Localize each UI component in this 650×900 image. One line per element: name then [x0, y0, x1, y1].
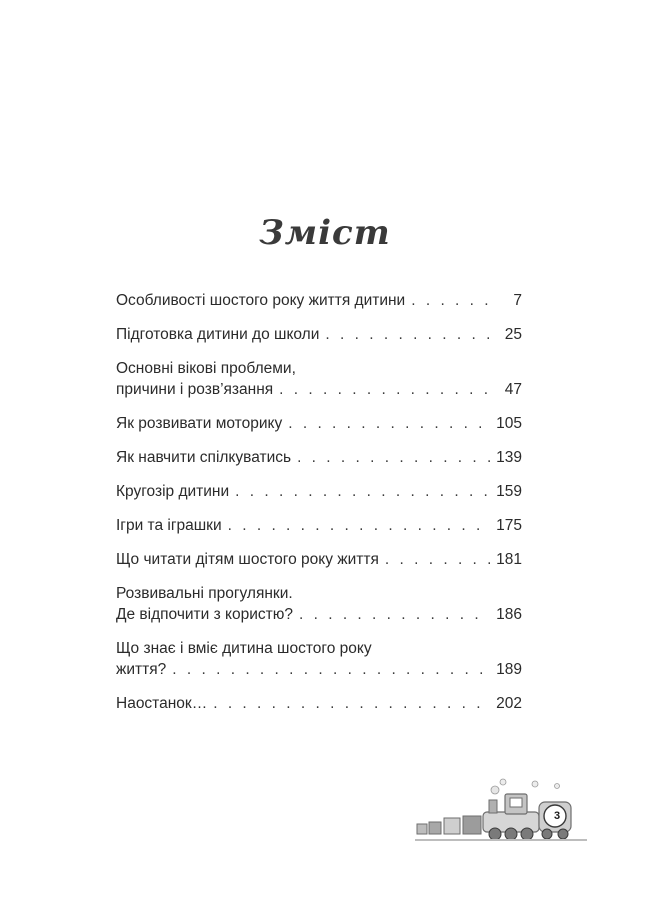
toc-entry-row	[116, 290, 522, 311]
dot-leader	[299, 604, 490, 625]
toc-entry	[116, 638, 522, 680]
toc-entry-row	[116, 549, 522, 570]
toc-entry-row	[116, 324, 522, 345]
toc-entry	[116, 693, 522, 714]
toc-entry-title: Особливості шостого року життя дитини	[116, 292, 406, 309]
toc-entry-title: життя?	[116, 661, 167, 678]
smoke-puff-2	[500, 779, 506, 785]
toc-entry-page-number: 181	[496, 551, 522, 568]
wheel-5	[558, 829, 568, 839]
block-medium-2	[463, 816, 481, 834]
toc-entry-row	[116, 413, 522, 434]
toc-entry-page-number: 175	[496, 517, 522, 534]
toc-entry-title: Кругозір дитини	[116, 483, 230, 500]
toc-entry-row	[116, 481, 522, 502]
toc-entry	[116, 413, 522, 434]
smoke-puff-3	[532, 781, 538, 787]
dot-leader	[297, 447, 490, 468]
dot-leader	[228, 515, 491, 536]
toc-entry-row	[116, 659, 522, 680]
wheel-4	[542, 829, 552, 839]
block-medium-1	[444, 818, 460, 834]
toc-entry-page-number: 139	[496, 449, 522, 466]
toc-entry-title-line: Основні вікові проблеми,	[116, 360, 296, 377]
toc-entry-page-number: 202	[496, 695, 522, 712]
toc-entry-page-number: 47	[504, 381, 522, 398]
toc-entry-page-number: 7	[513, 292, 522, 309]
dot-leader	[213, 693, 490, 714]
block-small-1	[417, 824, 427, 834]
toc-entry	[116, 324, 522, 345]
toc-entry-title: Де відпочити з користю?	[116, 606, 293, 623]
smoke-puff-1	[491, 786, 499, 794]
table-of-contents	[116, 290, 522, 727]
toc-entry-row	[116, 515, 522, 536]
toc-entry-row	[116, 447, 522, 468]
dot-leader	[385, 549, 490, 570]
toc-entry	[116, 515, 522, 536]
toc-entry-title: причини і розв’язання	[116, 381, 274, 398]
toc-entry-row	[116, 604, 522, 625]
wheel-2	[505, 828, 517, 840]
toc-entry-row	[116, 693, 522, 714]
chimney	[489, 800, 497, 813]
page-title: Зміст	[259, 212, 391, 253]
toc-entry-page-number: 189	[496, 661, 522, 678]
dot-leader	[288, 413, 490, 434]
toc-entry	[116, 549, 522, 570]
cabin-window	[510, 798, 522, 807]
toc-entry	[116, 358, 522, 400]
toc-entry-title: Як навчити спілкуватись	[116, 449, 292, 466]
toc-entry-title: Ігри та іграшки	[116, 517, 222, 534]
toc-entry-title-line: Розвивальні прогулянки.	[116, 585, 293, 602]
smoke-puff-4	[555, 784, 560, 789]
toc-entry-title: Наостанок…	[116, 695, 208, 712]
toc-entry-title-line: Що знає і вміє дитина шостого року	[116, 640, 372, 657]
toc-entry	[116, 447, 522, 468]
dot-leader	[235, 481, 490, 502]
wheel-1	[489, 828, 501, 840]
toc-entry	[116, 583, 522, 625]
wheel-3	[521, 828, 533, 840]
toc-entry-row	[116, 379, 522, 400]
toc-entry-page-number: 159	[496, 483, 522, 500]
toc-entry-page-number: 186	[496, 606, 522, 623]
toc-entry	[116, 481, 522, 502]
toc-entry	[116, 290, 522, 311]
dot-leader	[411, 290, 492, 311]
dot-leader	[325, 324, 492, 345]
toc-entry-page-number: 25	[504, 326, 522, 343]
toc-entry-page-number: 105	[496, 415, 522, 432]
toc-entry-title: Як розвивати моторику	[116, 415, 283, 432]
toc-entry-title: Підготовка дитини до школи	[116, 326, 320, 343]
toc-entry-title: Що читати дітям шостого року життя	[116, 551, 379, 568]
dot-leader	[279, 379, 492, 400]
block-small-2	[429, 822, 441, 834]
dot-leader	[172, 659, 490, 680]
page-number: 3	[553, 810, 561, 822]
